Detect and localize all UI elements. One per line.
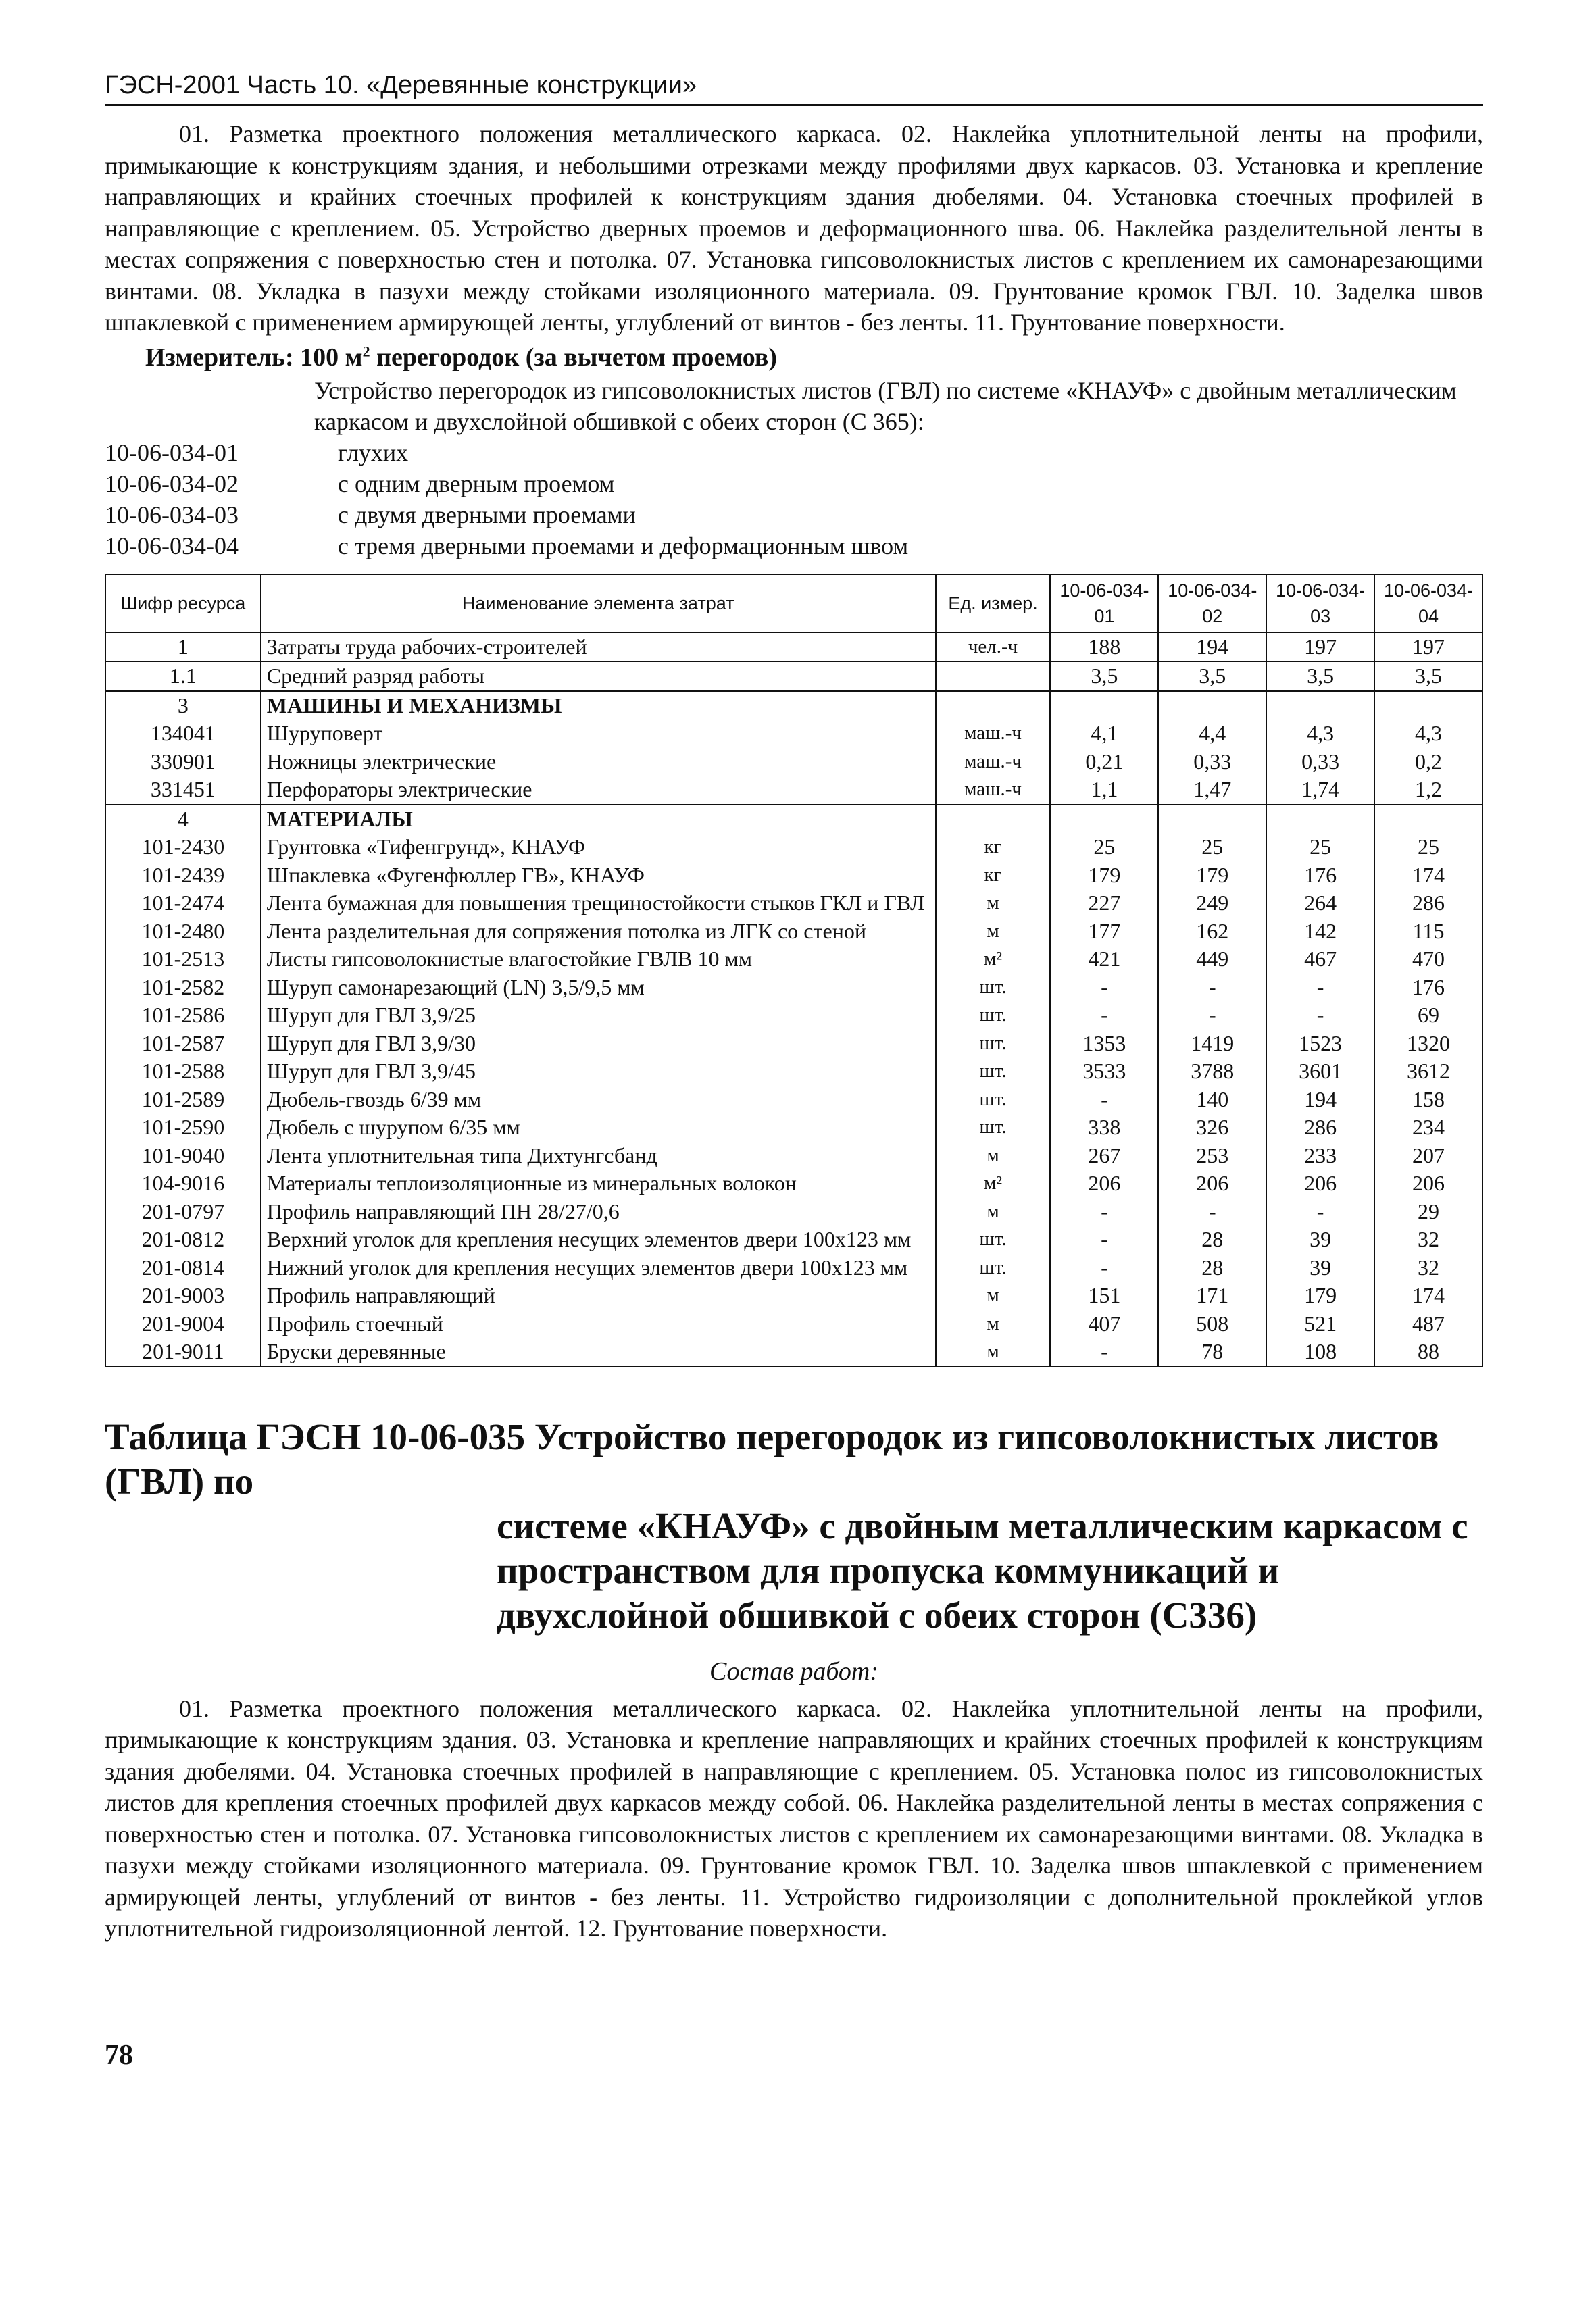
variant-label: с двумя дверными проемами	[338, 501, 636, 528]
resource-name: Лента бумажная для повышения трещиностойкости стыков ГКЛ и ГВЛ	[261, 889, 936, 917]
page-number: 78	[105, 2039, 133, 2071]
resource-value-4	[1374, 691, 1482, 720]
resource-unit: м	[936, 1338, 1051, 1367]
resource-value-1: 3533	[1050, 1057, 1158, 1086]
resource-unit: шт.	[936, 1113, 1051, 1142]
resource-code: 101-2480	[105, 917, 261, 946]
resource-value-3: 25	[1266, 833, 1374, 861]
resource-value-4: 286	[1374, 889, 1482, 917]
resource-name: Ножницы электрические	[261, 748, 936, 776]
variant-list	[105, 437, 1483, 561]
resource-value-4: 470	[1374, 945, 1482, 974]
resource-value-1: 1353	[1050, 1030, 1158, 1058]
resource-unit: маш.-ч	[936, 748, 1051, 776]
resource-value-3: 108	[1266, 1338, 1374, 1367]
variant-item	[105, 468, 1483, 499]
resource-value-1: 267	[1050, 1142, 1158, 1170]
resource-name: МАТЕРИАЛЫ	[261, 805, 936, 834]
table-row	[105, 1338, 1482, 1367]
resource-unit: шт.	[936, 1226, 1051, 1254]
resource-name: Средний разряд работы	[261, 661, 936, 691]
resource-code: 101-2439	[105, 861, 261, 890]
resource-name: Листы гипсоволокнистые влагостойкие ГВЛВ 10 мм	[261, 945, 936, 974]
resource-value-3: 0,33	[1266, 748, 1374, 776]
resource-name: Грунтовка «Тифенгрунд», КНАУФ	[261, 833, 936, 861]
table-row	[105, 691, 1482, 720]
table-row	[105, 1113, 1482, 1142]
resource-code: 4	[105, 805, 261, 834]
resource-value-3: 233	[1266, 1142, 1374, 1170]
resource-name: Лента разделительная для сопряжения потолка из ЛГК со стеной	[261, 917, 936, 946]
resource-name: Шуруп для ГВЛ 3,9/25	[261, 1001, 936, 1030]
table-row	[105, 889, 1482, 917]
variant-code: 10-06-034-01	[105, 438, 239, 466]
resource-value-1: 227	[1050, 889, 1158, 917]
col-header-v2: 10-06-034-02	[1158, 574, 1266, 632]
resource-value-4: 88	[1374, 1338, 1482, 1367]
resource-value-4: 29	[1374, 1198, 1482, 1226]
table-row	[105, 661, 1482, 691]
resource-value-3: 176	[1266, 861, 1374, 890]
resource-value-4: 32	[1374, 1226, 1482, 1254]
variant-label: с тремя дверными проемами и деформационным швом	[338, 532, 909, 559]
resource-table	[105, 574, 1483, 1367]
resource-code: 104-9016	[105, 1169, 261, 1198]
resource-code: 134041	[105, 720, 261, 748]
resource-unit: шт.	[936, 1001, 1051, 1030]
resource-value-2: 179	[1158, 861, 1266, 890]
resource-value-4: 1320	[1374, 1030, 1482, 1058]
resource-name: Дюбель-гвоздь 6/39 мм	[261, 1086, 936, 1114]
resource-value-2: 1419	[1158, 1030, 1266, 1058]
document-page	[105, 71, 1483, 2071]
resource-value-3: 39	[1266, 1226, 1374, 1254]
resource-code: 101-2590	[105, 1113, 261, 1142]
resource-value-3: 142	[1266, 917, 1374, 946]
col-header-name: Наименование элемента затрат	[261, 574, 936, 632]
resource-code: 201-0797	[105, 1198, 261, 1226]
resource-value-2: 3788	[1158, 1057, 1266, 1086]
resource-value-2: 28	[1158, 1226, 1266, 1254]
resource-code: 201-0814	[105, 1254, 261, 1282]
variant-item	[105, 437, 1483, 468]
resource-value-1: -	[1050, 1198, 1158, 1226]
resource-unit: маш.-ч	[936, 720, 1051, 748]
resource-code: 201-9003	[105, 1282, 261, 1310]
variant-item	[105, 499, 1483, 530]
resource-value-3: 179	[1266, 1282, 1374, 1310]
resource-value-1: 3,5	[1050, 661, 1158, 691]
table-row	[105, 1057, 1482, 1086]
resource-value-2: -	[1158, 974, 1266, 1002]
resource-name: Дюбель с шурупом 6/35 мм	[261, 1113, 936, 1142]
resource-value-2: 206	[1158, 1169, 1266, 1198]
table-row	[105, 1254, 1482, 1282]
resource-value-4: 0,2	[1374, 748, 1482, 776]
col-header-v3: 10-06-034-03	[1266, 574, 1374, 632]
resource-value-3: 39	[1266, 1254, 1374, 1282]
resource-value-4: 197	[1374, 632, 1482, 662]
resource-value-1	[1050, 691, 1158, 720]
table2-title	[105, 1415, 1483, 1638]
resource-value-1: 421	[1050, 945, 1158, 974]
resource-value-4: 174	[1374, 861, 1482, 890]
measure-line	[145, 343, 1483, 372]
resource-unit	[936, 805, 1051, 834]
measure-label: Измеритель:	[145, 343, 294, 372]
resource-unit: м	[936, 1282, 1051, 1310]
resource-value-3: 1,74	[1266, 776, 1374, 805]
resource-value-1	[1050, 805, 1158, 834]
table2-title-rest: системе «КНАУФ» с двойным металлическим каркасом с пространством для пропуска коммуникаций и двухслойной обшивкой с обеих сторон (С336)	[497, 1505, 1468, 1636]
resource-unit: шт.	[936, 1086, 1051, 1114]
resource-value-4	[1374, 805, 1482, 834]
table-row	[105, 1226, 1482, 1254]
resource-value-3	[1266, 691, 1374, 720]
resource-unit: маш.-ч	[936, 776, 1051, 805]
resource-name: Шуруп самонарезающий (LN) 3,5/9,5 мм	[261, 974, 936, 1002]
resource-value-3: 197	[1266, 632, 1374, 662]
resource-value-4: 174	[1374, 1282, 1482, 1310]
resource-value-2: 194	[1158, 632, 1266, 662]
resource-code: 3	[105, 691, 261, 720]
resource-unit: м	[936, 917, 1051, 946]
resource-value-4: 176	[1374, 974, 1482, 1002]
resource-value-3: -	[1266, 974, 1374, 1002]
resource-code: 101-2589	[105, 1086, 261, 1114]
resource-code: 1	[105, 632, 261, 662]
table-row	[105, 1001, 1482, 1030]
measure-sup: 2	[362, 342, 370, 359]
resource-code: 331451	[105, 776, 261, 805]
table-row	[105, 748, 1482, 776]
resource-name: Шуруп для ГВЛ 3,9/45	[261, 1057, 936, 1086]
work-composition-text: 01. Разметка проектного положения металлического каркаса. 02. Наклейка уплотнительной ленты на профили, примыкающие к конструкциям здания, и небольшими отрезками между профилями двух каркасов. 03. Установка и крепление направляющих и крайних стоечных профилей к конструкциям здания дюбелями. 04. Установка стоечных профилей в направляющие с креплением. 05. Устройство дверных проемов и деформационного шва. 06. Наклейка разделительной ленты в местах сопряжения с поверхностью стен и потолка. 07. Установка гипсоволокнистых листов с креплением их самонарезающими винтами. 08. Укладка в пазухи между стойками изоляционного материала. 09. Грунтование кромок ГВЛ. 10. Заделка швов шпаклевкой с применением армирующей ленты, углублений от винтов - без ленты. 11. Грунтование поверхности.	[105, 120, 1483, 336]
resource-value-4: 234	[1374, 1113, 1482, 1142]
resource-value-2: -	[1158, 1001, 1266, 1030]
resource-value-1: 407	[1050, 1310, 1158, 1338]
resource-code: 101-9040	[105, 1142, 261, 1170]
col-header-code: Шифр ресурса	[105, 574, 261, 632]
col-header-v4: 10-06-034-04	[1374, 574, 1482, 632]
col-header-unit: Ед. измер.	[936, 574, 1051, 632]
resource-value-4: 25	[1374, 833, 1482, 861]
resource-code: 201-9004	[105, 1310, 261, 1338]
variant-code: 10-06-034-04	[105, 532, 239, 559]
table2-title-lead: Таблица ГЭСН 10-06-035 Устройство перегородок из гипсоволокнистых листов (ГВЛ) по	[105, 1415, 1439, 1502]
resource-code: 201-9011	[105, 1338, 261, 1367]
composition-text: 01. Разметка проектного положения металлического каркаса. 02. Наклейка уплотнительной ленты на профили, примыкающие к конструкциям здания. 03. Установка и крепление направляющих и крайних стоечных профилей к конструкциям здания дюбелями. 04. Установка стоечных профилей в направляющие с креплением. 05. Установка полос из гипсоволокнистых листов для крепления стоечных профилей двух каркасов между собой. 06. Наклейка разделительной ленты в местах сопряжения с поверхностью стен и потолка. 07. Установка гипсоволокнистых листов с креплением их самонарезающими винтами. 08. Укладка в пазухи между стойками изоляционного материала. 09. Грунтование кромок ГВЛ. 10. Заделка швов шпаклевкой с применением армирующей ленты, углублений от винтов - без ленты. 11. Устройство гидроизоляции с дополнительной проклейкой углов уплотнительной гидроизоляционной лентой. 12. Грунтование поверхности.	[105, 1694, 1483, 1942]
variant-label: глухих	[338, 438, 409, 466]
resource-value-2: 449	[1158, 945, 1266, 974]
table-row	[105, 1310, 1482, 1338]
resource-name: Бруски деревянные	[261, 1338, 936, 1367]
resource-value-1: -	[1050, 974, 1158, 1002]
resource-unit: м	[936, 889, 1051, 917]
resource-value-2: 3,5	[1158, 661, 1266, 691]
resource-name: Шуруповерт	[261, 720, 936, 748]
resource-code: 101-2474	[105, 889, 261, 917]
resource-value-3: -	[1266, 1001, 1374, 1030]
resource-unit: м	[936, 1198, 1051, 1226]
resource-name: МАШИНЫ И МЕХАНИЗМЫ	[261, 691, 936, 720]
resource-value-3	[1266, 805, 1374, 834]
table-row	[105, 1282, 1482, 1310]
resource-value-3: -	[1266, 1198, 1374, 1226]
resource-value-3: 1523	[1266, 1030, 1374, 1058]
resource-value-3: 4,3	[1266, 720, 1374, 748]
resource-value-1: 188	[1050, 632, 1158, 662]
resource-value-2: 171	[1158, 1282, 1266, 1310]
running-header: ГЭСН-2001 Часть 10. «Деревянные конструкции»	[105, 71, 1483, 106]
variant-label: с одним дверным проемом	[338, 470, 615, 497]
table-row	[105, 805, 1482, 834]
resource-unit	[936, 691, 1051, 720]
table-row	[105, 1169, 1482, 1198]
resource-value-1: -	[1050, 1338, 1158, 1367]
resource-unit: м²	[936, 945, 1051, 974]
variant-code: 10-06-034-03	[105, 501, 239, 528]
resource-unit: кг	[936, 833, 1051, 861]
table-row	[105, 1142, 1482, 1170]
resource-code: 201-0812	[105, 1226, 261, 1254]
resource-name: Профиль стоечный	[261, 1310, 936, 1338]
resource-name: Верхний уголок для крепления несущих элементов двери 100х123 мм	[261, 1226, 936, 1254]
resource-value-1: 206	[1050, 1169, 1158, 1198]
resource-value-4: 3,5	[1374, 661, 1482, 691]
resource-value-1: -	[1050, 1226, 1158, 1254]
resource-value-2	[1158, 691, 1266, 720]
resource-value-2: 253	[1158, 1142, 1266, 1170]
resource-value-4: 158	[1374, 1086, 1482, 1114]
variant-item	[105, 530, 1483, 561]
resource-unit: чел.-ч	[936, 632, 1051, 662]
resource-value-3: 467	[1266, 945, 1374, 974]
table-row	[105, 861, 1482, 890]
resource-value-1: -	[1050, 1001, 1158, 1030]
resource-value-2: 78	[1158, 1338, 1266, 1367]
resource-value-3: 3,5	[1266, 661, 1374, 691]
resource-name: Перфораторы электрические	[261, 776, 936, 805]
resource-code: 101-2582	[105, 974, 261, 1002]
table-row	[105, 974, 1482, 1002]
resource-code: 101-2588	[105, 1057, 261, 1086]
resource-unit: м	[936, 1142, 1051, 1170]
resource-code: 101-2513	[105, 945, 261, 974]
resource-unit	[936, 661, 1051, 691]
resource-value-3: 286	[1266, 1113, 1374, 1142]
resource-unit: шт.	[936, 1254, 1051, 1282]
composition-label: Состав работ:	[709, 1657, 879, 1686]
resource-value-4: 115	[1374, 917, 1482, 946]
resource-value-1: 1,1	[1050, 776, 1158, 805]
resource-value-1: 4,1	[1050, 720, 1158, 748]
resource-code: 101-2586	[105, 1001, 261, 1030]
resource-value-3: 194	[1266, 1086, 1374, 1114]
resource-value-4: 487	[1374, 1310, 1482, 1338]
resource-name: Профиль направляющий	[261, 1282, 936, 1310]
table-row	[105, 632, 1482, 662]
resource-value-4: 4,3	[1374, 720, 1482, 748]
resource-value-4: 69	[1374, 1001, 1482, 1030]
resource-name: Материалы теплоизоляционные из минеральных волокон	[261, 1169, 936, 1198]
resource-unit: м	[936, 1310, 1051, 1338]
table-row	[105, 1198, 1482, 1226]
resource-value-2: 140	[1158, 1086, 1266, 1114]
resource-name: Шуруп для ГВЛ 3,9/30	[261, 1030, 936, 1058]
resource-value-4: 1,2	[1374, 776, 1482, 805]
table-body	[105, 632, 1482, 1367]
resource-name: Затраты труда рабочих-строителей	[261, 632, 936, 662]
resource-name: Нижний уголок для крепления несущих элементов двери 100х123 мм	[261, 1254, 936, 1282]
table-row	[105, 720, 1482, 748]
resource-value-2: 249	[1158, 889, 1266, 917]
table-description: Устройство перегородок из гипсоволокнистых листов (ГВЛ) по системе «КНАУФ» с двойным металлическим каркасом и двухслойной обшивкой с обеих сторон (С 365):	[314, 376, 1457, 435]
resource-value-2: 0,33	[1158, 748, 1266, 776]
resource-value-2: 162	[1158, 917, 1266, 946]
resource-value-1: 179	[1050, 861, 1158, 890]
resource-value-1: 151	[1050, 1282, 1158, 1310]
resource-value-1: 25	[1050, 833, 1158, 861]
resource-unit: шт.	[936, 1030, 1051, 1058]
resource-value-2: 326	[1158, 1113, 1266, 1142]
resource-unit: шт.	[936, 1057, 1051, 1086]
resource-value-2: 508	[1158, 1310, 1266, 1338]
resource-unit: кг	[936, 861, 1051, 890]
resource-value-2: 25	[1158, 833, 1266, 861]
resource-value-2: 28	[1158, 1254, 1266, 1282]
resource-name: Шпаклевка «Фугенфюллер ГВ», КНАУФ	[261, 861, 936, 890]
resource-value-1: 177	[1050, 917, 1158, 946]
resource-value-2: -	[1158, 1198, 1266, 1226]
table-row	[105, 1086, 1482, 1114]
resource-value-4: 32	[1374, 1254, 1482, 1282]
resource-name: Профиль направляющий ПН 28/27/0,6	[261, 1198, 936, 1226]
resource-value-3: 521	[1266, 1310, 1374, 1338]
col-header-v1: 10-06-034-01	[1050, 574, 1158, 632]
table-row	[105, 776, 1482, 805]
resource-name: Лента уплотнительная типа Дихтунгсбанд	[261, 1142, 936, 1170]
measure-value: 100 м	[300, 343, 363, 372]
resource-value-1: -	[1050, 1086, 1158, 1114]
resource-code: 1.1	[105, 661, 261, 691]
resource-value-2: 1,47	[1158, 776, 1266, 805]
resource-value-4: 3612	[1374, 1057, 1482, 1086]
resource-value-4: 207	[1374, 1142, 1482, 1170]
resource-value-1: 0,21	[1050, 748, 1158, 776]
resource-value-4: 206	[1374, 1169, 1482, 1198]
resource-value-1: -	[1050, 1254, 1158, 1282]
resource-value-3: 3601	[1266, 1057, 1374, 1086]
table-row	[105, 917, 1482, 946]
measure-rest: перегородок (за вычетом проемов)	[370, 343, 778, 372]
resource-code: 101-2430	[105, 833, 261, 861]
resource-value-2: 4,4	[1158, 720, 1266, 748]
resource-code: 101-2587	[105, 1030, 261, 1058]
table-header-row	[105, 574, 1482, 632]
table-row	[105, 945, 1482, 974]
table-row	[105, 833, 1482, 861]
table-row	[105, 1030, 1482, 1058]
resource-unit: м²	[936, 1169, 1051, 1198]
resource-value-3: 264	[1266, 889, 1374, 917]
resource-code: 330901	[105, 748, 261, 776]
resource-value-1: 338	[1050, 1113, 1158, 1142]
variant-code: 10-06-034-02	[105, 470, 239, 497]
resource-unit: шт.	[936, 974, 1051, 1002]
resource-value-2	[1158, 805, 1266, 834]
resource-value-3: 206	[1266, 1169, 1374, 1198]
